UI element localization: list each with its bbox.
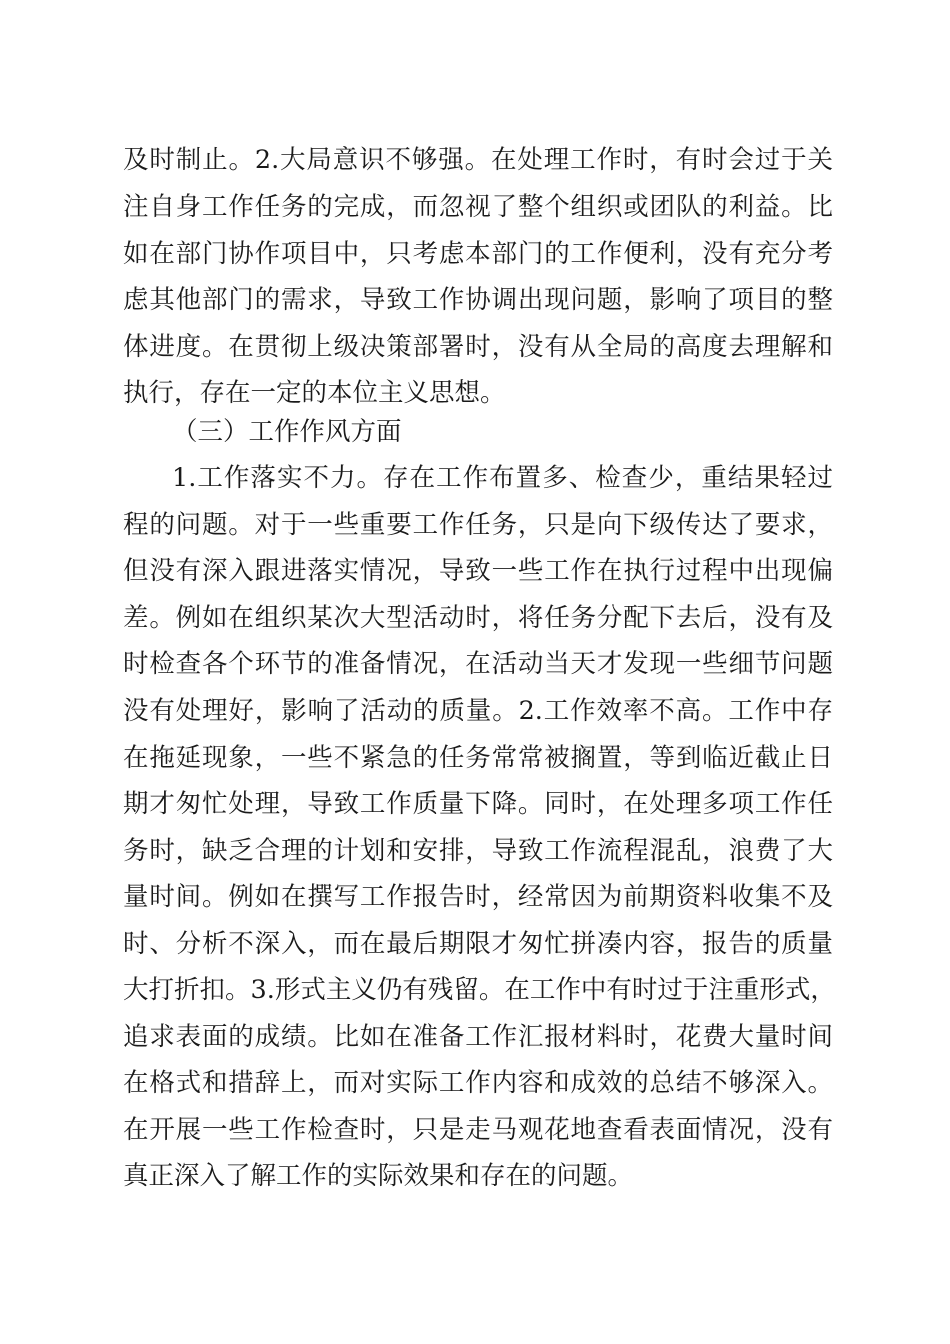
- paragraph-line: 时、分析不深入，而在最后期限才匆忙拼凑内容，报告的质量: [123, 929, 833, 959]
- paragraph-line: 体进度。在贯彻上级决策部署时，没有从全局的高度去理解和: [123, 332, 833, 362]
- paragraph-line: 量时间。例如在撰写工作报告时，经常因为前期资料收集不及: [123, 882, 833, 912]
- paragraph-line: 及时制止。2.大局意识不够强。在处理工作时，有时会过于关: [123, 145, 833, 175]
- paragraph-line: 时检查各个环节的准备情况，在活动当天才发现一些细节问题: [123, 649, 833, 679]
- paragraph-line: 注自身工作任务的完成，而忽视了整个组织或团队的利益。比: [123, 192, 833, 222]
- paragraph-line: 追求表面的成绩。比如在准备工作汇报材料时，花费大量时间: [123, 1022, 833, 1052]
- paragraph-line: 真正深入了解工作的实际效果和存在的问题。: [123, 1161, 634, 1191]
- paragraph-line: 期才匆忙处理，导致工作质量下降。同时，在处理多项工作任: [123, 789, 833, 819]
- paragraph-line: 但没有深入跟进落实情况，导致一些工作在执行过程中出现偏: [123, 556, 833, 586]
- paragraph-line: 如在部门协作项目中，只考虑本部门的工作便利，没有充分考: [123, 239, 833, 269]
- section-heading: （三）工作作风方面: [172, 417, 402, 447]
- paragraph-line: 1.工作落实不力。存在工作布置多、检查少，重结果轻过: [172, 463, 833, 493]
- paragraph-line: 大打折扣。3.形式主义仍有残留。在工作中有时过于注重形式，: [123, 975, 836, 1005]
- paragraph-line: 在开展一些工作检查时，只是走马观花地查看表面情况，没有: [123, 1115, 833, 1145]
- paragraph-line: 执行，存在一定的本位主义思想。: [123, 378, 506, 408]
- paragraph-line: 虑其他部门的需求，导致工作协调出现问题，影响了项目的整: [123, 285, 833, 315]
- paragraph-line: 在拖延现象，一些不紧急的任务常常被搁置，等到临近截止日: [123, 743, 833, 773]
- paragraph-line: 差。例如在组织某次大型活动时，将任务分配下去后，没有及: [123, 603, 833, 633]
- paragraph-line: 务时，缺乏合理的计划和安排，导致工作流程混乱，浪费了大: [123, 836, 833, 866]
- paragraph-line: 程的问题。对于一些重要工作任务，只是向下级传达了要求，: [123, 510, 833, 540]
- paragraph-line: 在格式和措辞上，而对实际工作内容和成效的总结不够深入。: [123, 1068, 833, 1098]
- paragraph-line: 没有处理好，影响了活动的质量。2.工作效率不高。工作中存: [123, 696, 833, 726]
